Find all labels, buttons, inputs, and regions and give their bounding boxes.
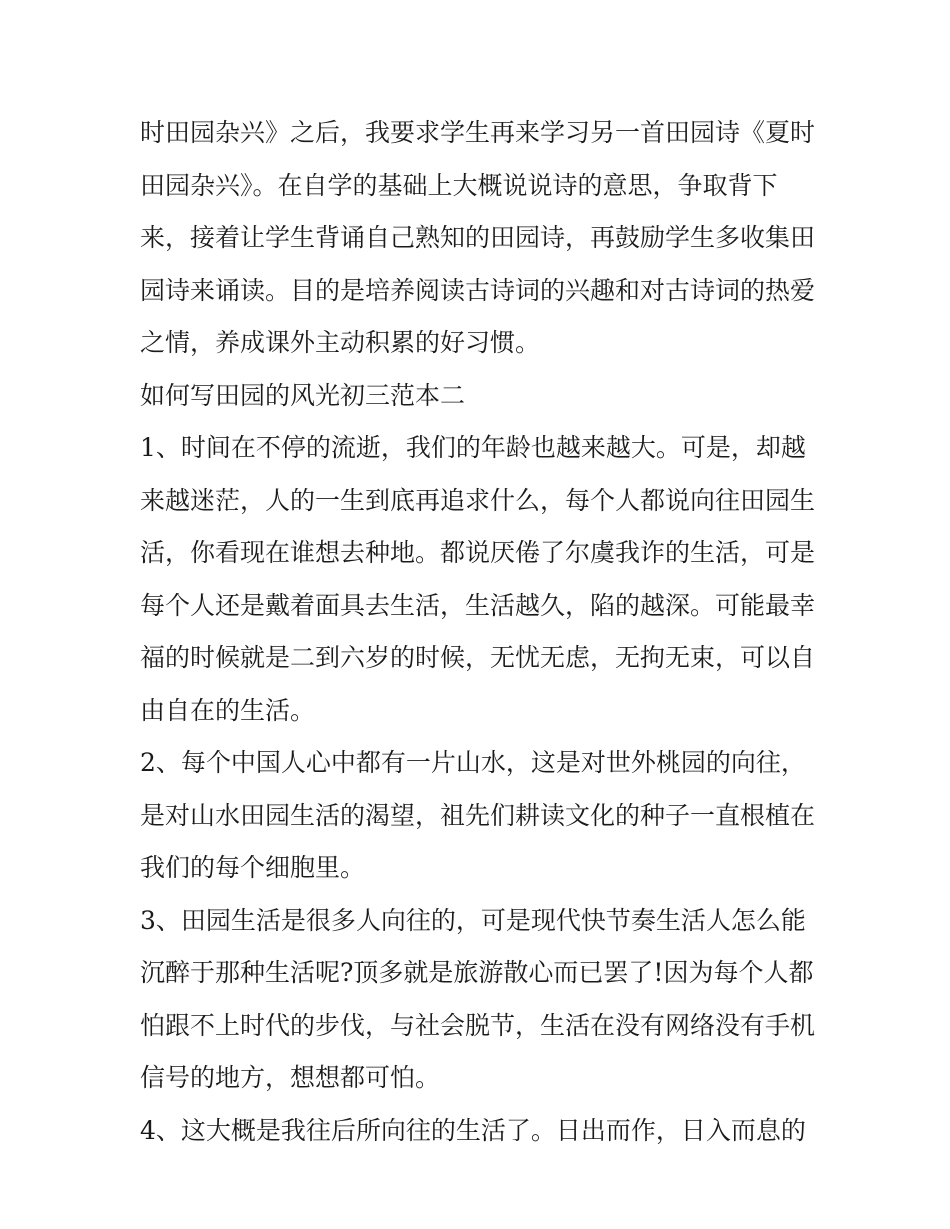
text-line: 1、时间在不停的流逝，我们的年龄也越来越大。可是，却越 <box>140 433 806 462</box>
text-line: 福的时候就是二到六岁的时候，无忧无虑，无拘无束，可以自 <box>140 643 816 672</box>
text-line: 2、每个中国人心中都有一片山水，这是对世外桃园的向往， <box>140 748 806 777</box>
text-line: 田园杂兴》。在自学的基础上大概说说诗的意思，争取背下 <box>140 170 778 200</box>
text-line: 沉醉于那种生活呢?顶多就是旅游散心而已罢了!因为每个人都 <box>140 958 814 987</box>
text-line: 怕跟不上时代的步伐，与社会脱节，生活在没有网络没有手机 <box>140 1010 816 1040</box>
section-heading: 如何写田园的风光初三范本二 <box>140 380 466 410</box>
document-body <box>140 107 820 1157</box>
text-line: 来，接着让学生背诵自己熟知的田园诗，再鼓励学生多收集田 <box>140 223 816 252</box>
text-line: 之情，养成课外主动积累的好习惯。 <box>140 328 541 357</box>
text-line: 活，你看现在谁想去种地。都说厌倦了尔虞我诈的生活，可是 <box>140 538 816 567</box>
text-line: 是对山水田园生活的渴望，祖先们耕读文化的种子一直根植在 <box>140 800 816 830</box>
text-line: 3、田园生活是很多人向往的，可是现代快节奏生活人怎么能 <box>140 905 806 935</box>
text-line: 4、这大概是我往后所向往的生活了。日出而作，日入而息的 <box>140 1115 806 1145</box>
text-line: 每个人还是戴着面具去生活，生活越久，陷的越深。可能最幸 <box>140 590 816 620</box>
text-line: 信号的地方，想想都可怕。 <box>140 1063 441 1092</box>
text-line: 时田园杂兴》之后，我要求学生再来学习另一首田园诗《夏时 <box>140 118 816 147</box>
text-line: 我们的每个细胞里。 <box>140 853 366 882</box>
text-line: 由自在的生活。 <box>140 695 316 725</box>
text-line: 园诗来诵读。目的是培养阅读古诗词的兴趣和对古诗词的热爱 <box>140 275 816 305</box>
text-line: 来越迷茫，人的一生到底再追求什么，每个人都说向往田园生 <box>140 485 816 515</box>
